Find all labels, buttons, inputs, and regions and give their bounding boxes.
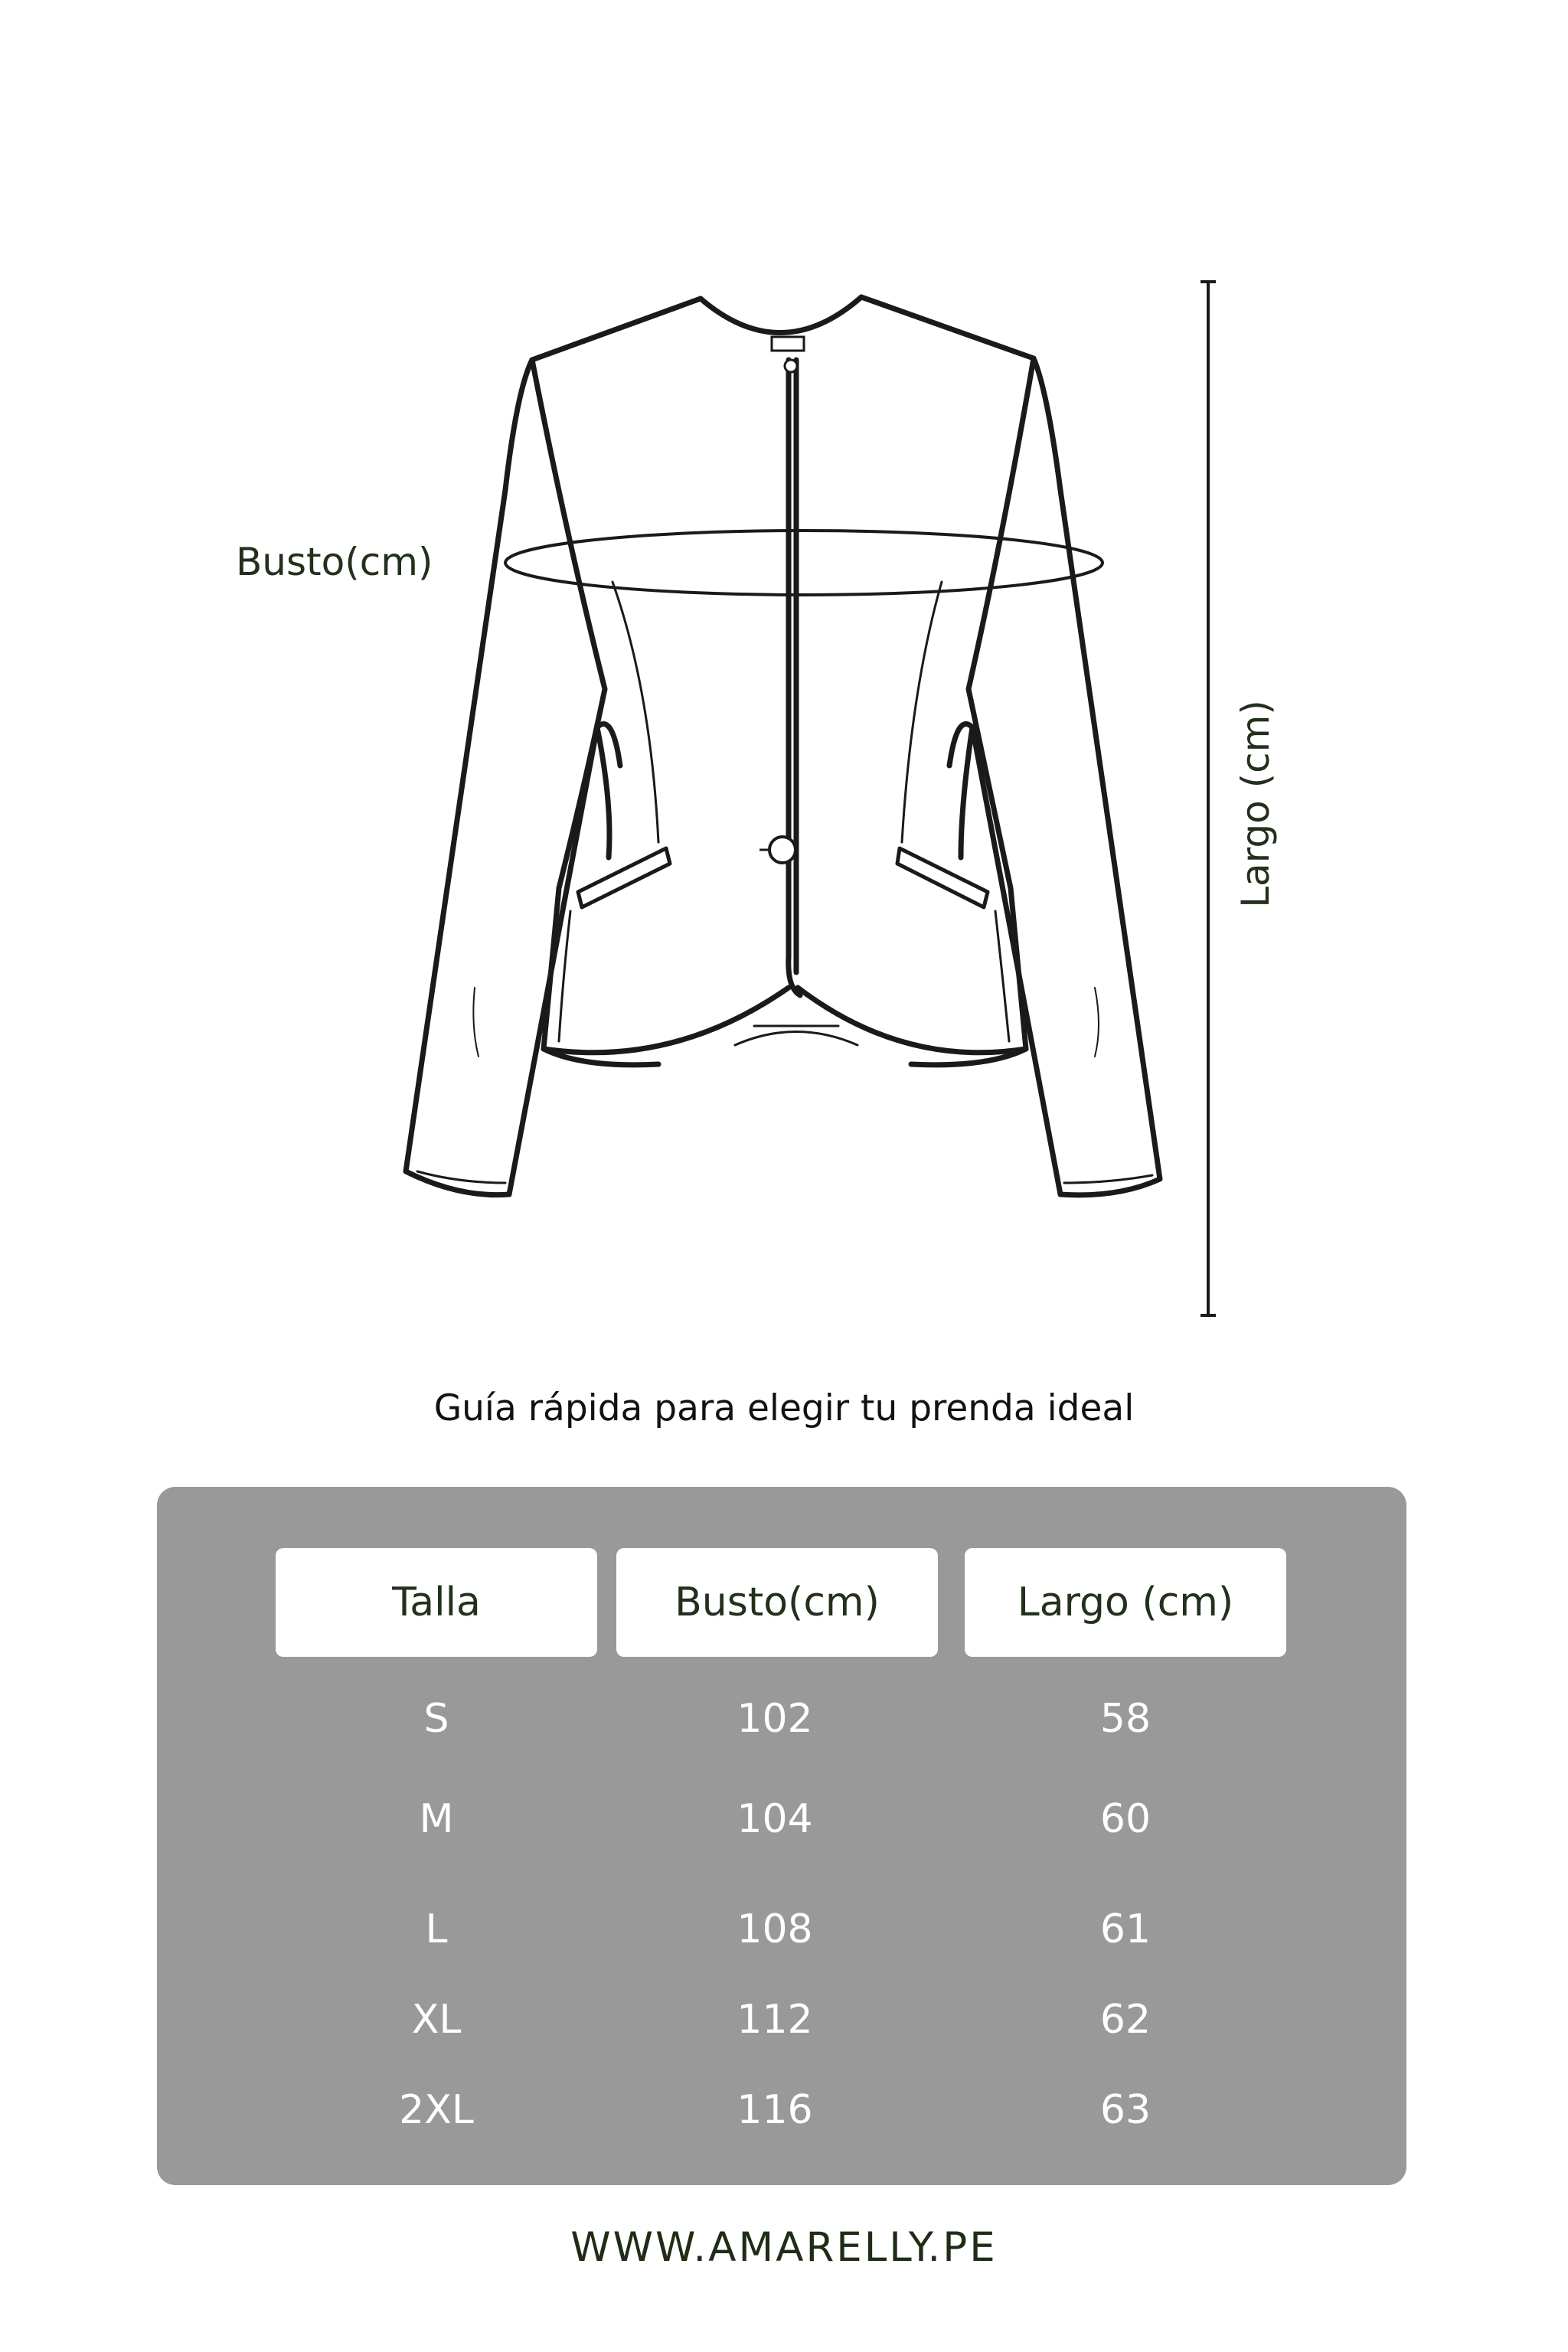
cell-size: XL	[411, 1997, 462, 2043]
left-sleeve-crease	[473, 988, 479, 1057]
hem-inner	[735, 1032, 858, 1046]
right-sleeve-inner	[961, 727, 1060, 1194]
table-row	[157, 2079, 1406, 2141]
right-cuff	[1064, 1175, 1152, 1183]
header-length: Largo (cm)	[965, 1548, 1286, 1657]
cell-length: 63	[1099, 2087, 1152, 2133]
cell-length: 58	[1099, 1696, 1152, 1742]
header-size: Talla	[276, 1548, 597, 1657]
neckline	[701, 297, 861, 333]
right-princess-seam	[902, 582, 942, 842]
left-sleeve-outer	[406, 360, 532, 1195]
body-left-side	[532, 360, 658, 1065]
body-right-side	[911, 358, 1034, 1065]
right-sleeve-outer	[1034, 358, 1160, 1195]
cell-bust: 112	[737, 1997, 813, 2043]
cell-size: S	[423, 1696, 449, 1742]
cell-size: 2XL	[399, 2087, 474, 2133]
cell-length: 62	[1099, 1997, 1152, 2043]
neck-tag	[772, 337, 804, 351]
cell-length: 61	[1099, 1906, 1152, 1952]
top-button	[785, 360, 797, 372]
hem-right	[798, 988, 1026, 1053]
cell-bust: 116	[737, 2087, 813, 2133]
length-label: Largo (cm)	[1233, 700, 1278, 908]
header-bust: Busto(cm)	[616, 1548, 938, 1657]
bust-label: Busto(cm)	[236, 540, 433, 584]
right-shoulder	[861, 297, 1034, 358]
right-sleeve-crease	[1095, 988, 1099, 1057]
cell-bust: 108	[737, 1906, 813, 1952]
table-row	[157, 1688, 1406, 1749]
front-button	[769, 837, 795, 863]
cell-size: L	[425, 1906, 448, 1952]
guide-title: Guía rápida para elegir tu prenda ideal	[433, 1387, 1135, 1429]
left-shoulder	[532, 299, 701, 360]
right-side-seam	[995, 911, 1009, 1041]
left-princess-seam	[612, 582, 658, 842]
table-row	[157, 1788, 1406, 1850]
left-sleeve-inner	[509, 727, 609, 1194]
cell-bust: 102	[737, 1696, 813, 1742]
hem-left	[544, 988, 789, 1053]
cell-size: M	[419, 1796, 454, 1842]
right-pocket	[897, 848, 988, 907]
cell-bust: 104	[737, 1796, 813, 1842]
size-chart-panel	[157, 1487, 1406, 2185]
bust-measurement-ellipse	[505, 531, 1102, 595]
cell-length: 60	[1099, 1796, 1152, 1842]
table-row	[157, 1989, 1406, 2050]
table-row	[157, 1899, 1406, 1960]
left-pocket	[578, 848, 670, 907]
website-url: WWW.AMARELLY.PE	[570, 2224, 998, 2271]
